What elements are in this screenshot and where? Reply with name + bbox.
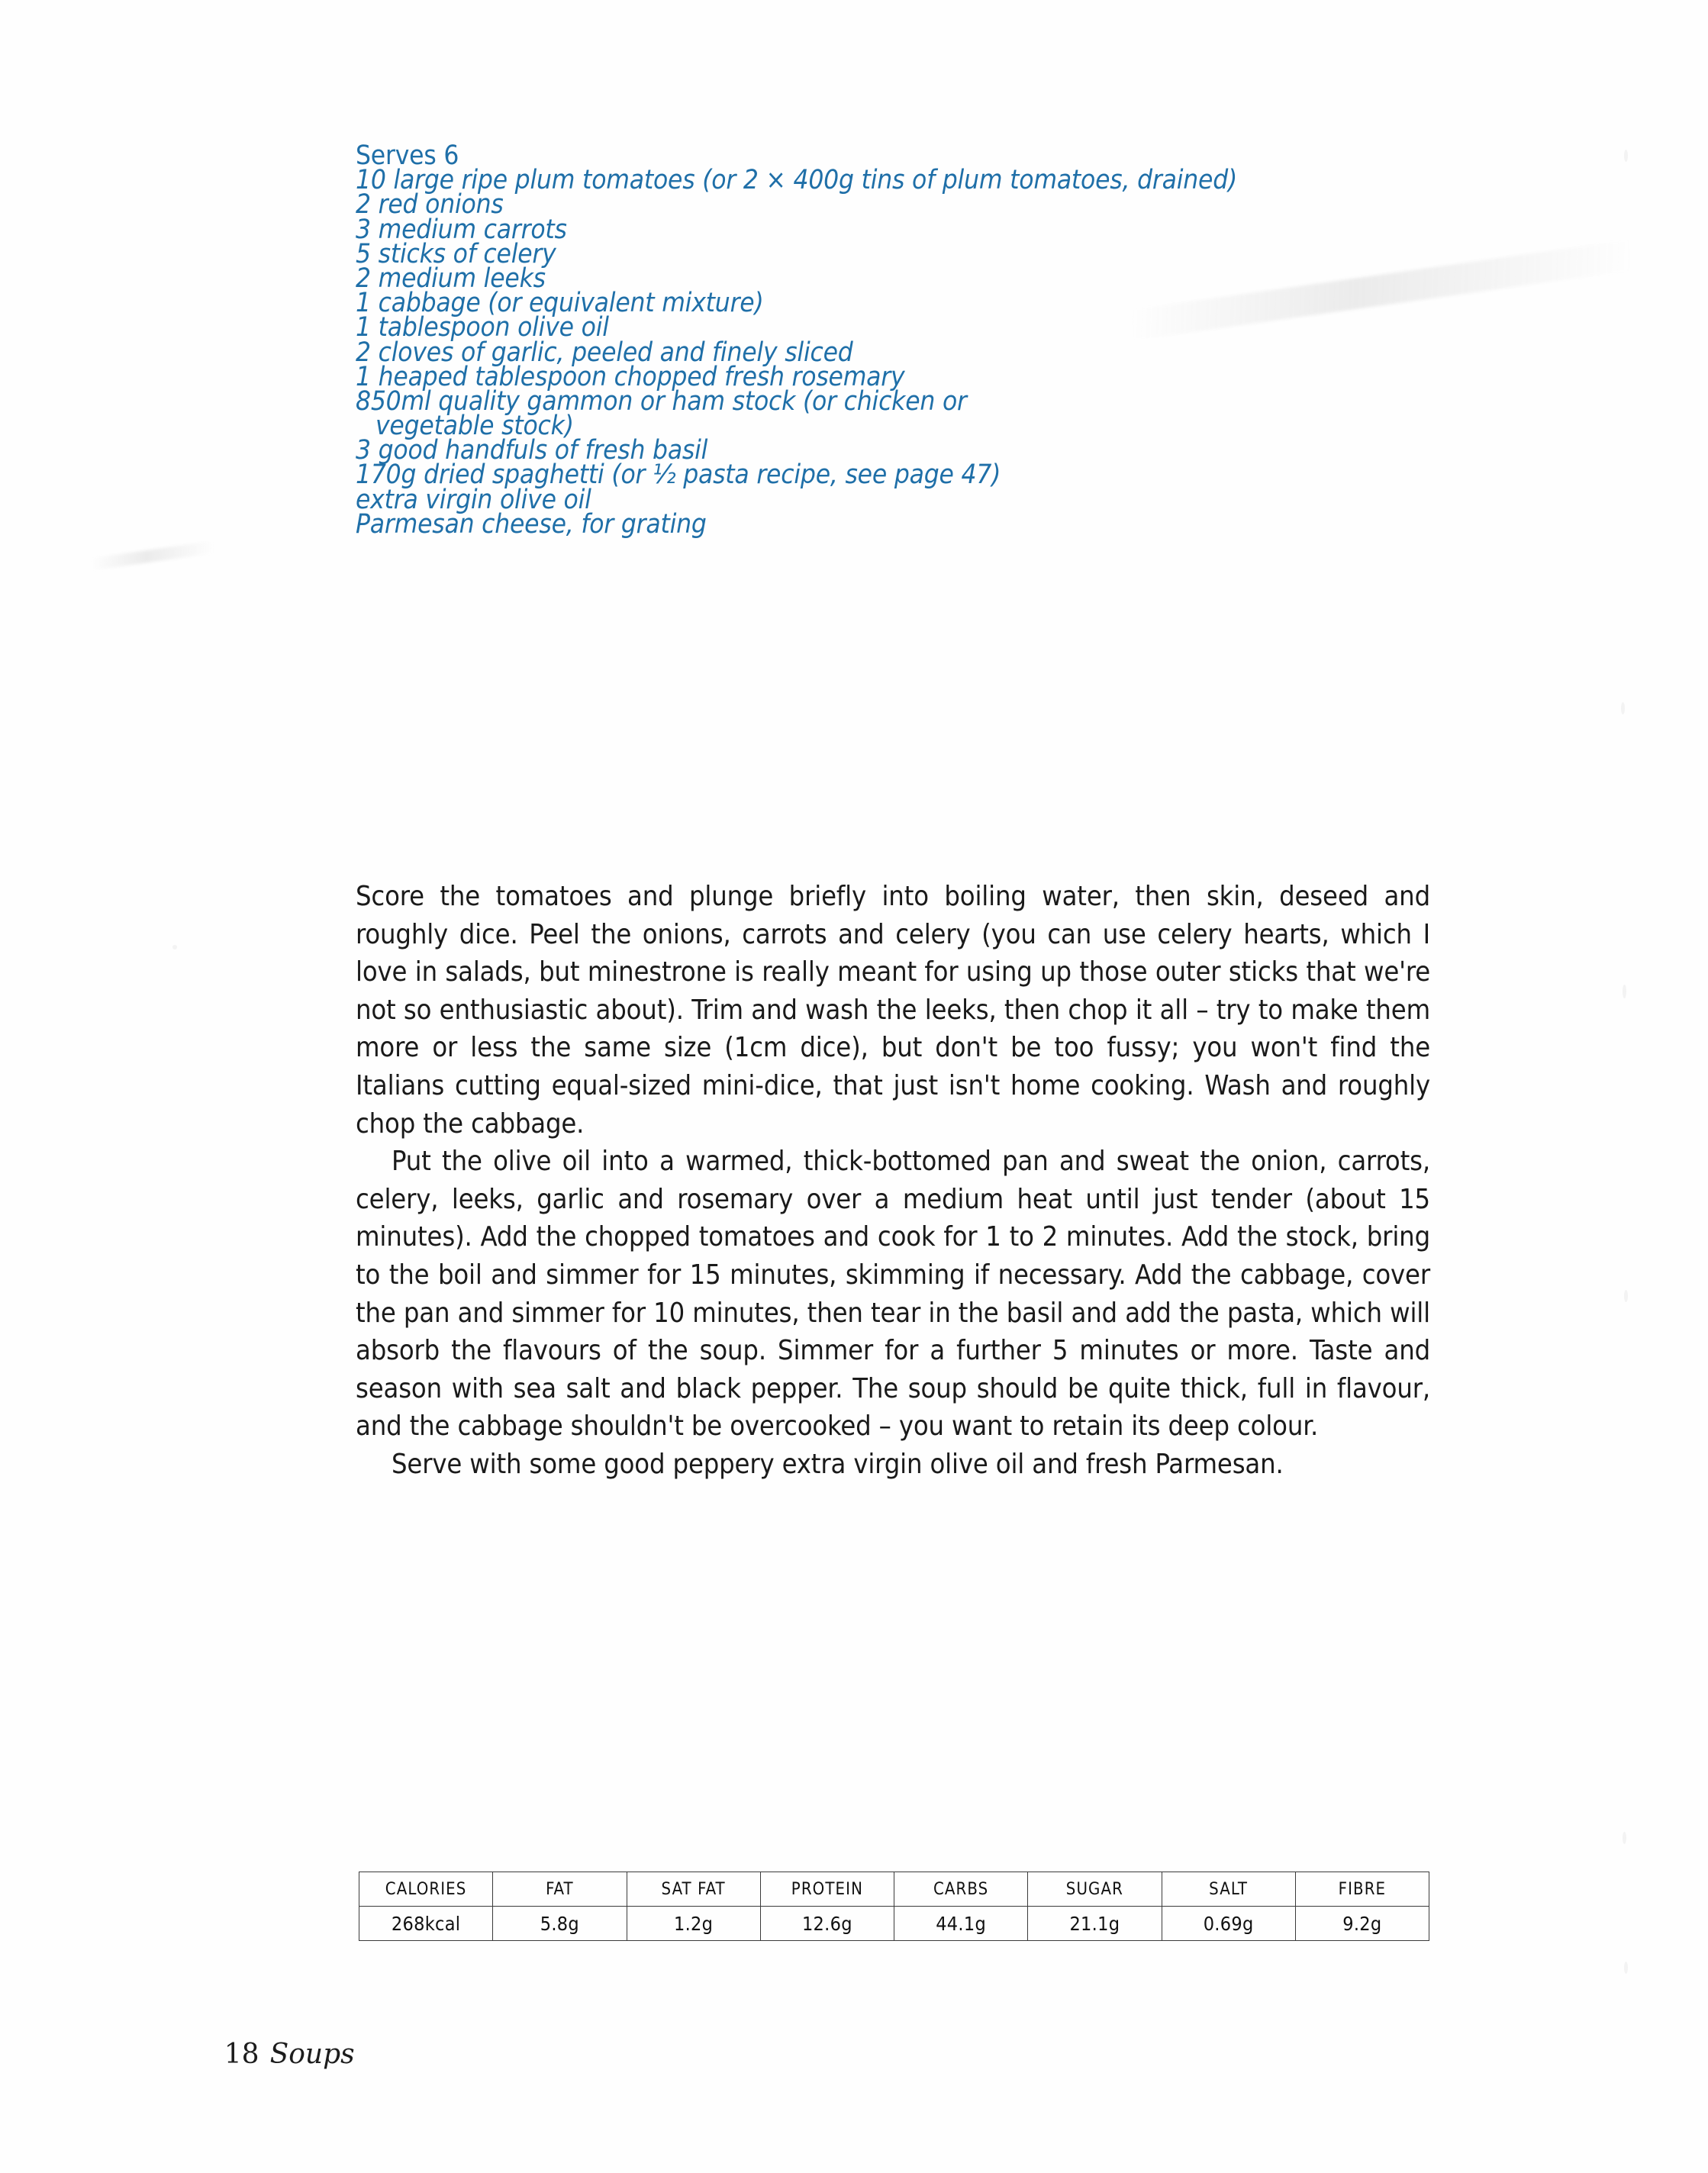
table-cell: 9.2g xyxy=(1295,1907,1429,1941)
ingredient-item: 3 good handfuls of fresh basil xyxy=(356,435,708,466)
ingredient-item: extra virgin olive oil xyxy=(356,484,591,515)
ingredient-item: 1 cabbage (or equivalent mixture) xyxy=(356,288,764,319)
nutrition-table xyxy=(359,1872,1429,1941)
scan-speck-artifact xyxy=(1623,1832,1626,1844)
ingredient-item: 2 cloves of garlic, peeled and finely sliced xyxy=(356,337,853,368)
page-number: 18 xyxy=(224,2039,259,2070)
table-header-cell: FAT xyxy=(493,1872,627,1907)
method-paragraph: Serve with some good peppery extra virgin olive oil and fresh Parmesan. xyxy=(392,1448,1284,1480)
serves-line: Serves 6 xyxy=(356,140,459,171)
method-paragraph: Score the tomatoes and plunge briefly into boiling water, then skin, deseed and roughly dice. Peel the onions, carrots and celery (you can use celery hearts, which I love in salads, but minestrone is really meant for using up those outer sticks that we're not so enthusiastic about). Trim and wash the leeks, then chop it all – try to make them more or less the same size (1cm dice), but don't be too fussy; you won't find the Italians cutting equal-sized mini-dice, that just isn't home cooking. Wash and roughly chop the cabbage. xyxy=(356,881,1430,1140)
table-row xyxy=(359,1907,1429,1941)
ingredient-item: 2 red onions xyxy=(356,189,504,221)
scan-smudge-artifact xyxy=(92,541,214,570)
table-cell: 44.1g xyxy=(894,1907,1028,1941)
scan-speck-artifact xyxy=(172,945,177,949)
ingredient-item: 850ml quality gammon or ham stock (or chicken or xyxy=(356,385,967,417)
ingredient-item: 1 heaped tablespoon chopped fresh rosemary xyxy=(356,361,905,392)
table-cell: 268kcal xyxy=(359,1907,493,1941)
scan-speck-artifact xyxy=(1623,985,1626,998)
ingredient-item: 2 medium leeks xyxy=(356,263,546,294)
table-header-cell: PROTEIN xyxy=(760,1872,894,1907)
table-cell: 21.1g xyxy=(1028,1907,1162,1941)
table-header-cell: CALORIES xyxy=(359,1872,493,1907)
table-cell: 12.6g xyxy=(760,1907,894,1941)
scan-speck-artifact xyxy=(1624,1962,1628,1974)
table-cell: 0.69g xyxy=(1162,1907,1295,1941)
ingredient-item: 3 medium carrots xyxy=(356,214,567,245)
table-cell: 1.2g xyxy=(627,1907,760,1941)
ingredient-item: 170g dried spaghetti (or ½ pasta recipe, see page 47) xyxy=(356,459,1001,491)
page-footer xyxy=(189,2007,355,2101)
scan-speck-artifact xyxy=(1621,702,1625,714)
ingredients-list xyxy=(356,140,1363,540)
method-paragraph: Put the olive oil into a warmed, thick-bottomed pan and sweat the onion, carrots, celery, leeks, garlic and rosemary over a medium heat until just tender (about 15 minutes). Add the chopped tomatoes and cook for 1 to 2 minutes. Add the stock, bring to the boil and simmer for 15 minutes, skimming if necessary. Add the cabbage, cover the pan and simmer for 10 minutes, then tear in the basil and add the pasta, which will absorb the flavours of the soup. Simmer for a further 5 minutes or more. Taste and season with sea salt and black pepper. The soup should be quite thick, full in flavour, and the cabbage shouldn't be overcooked – you want to retain its deep colour. xyxy=(356,1146,1430,1443)
table-header-cell: CARBS xyxy=(894,1872,1028,1907)
ingredient-item: 1 tablespoon olive oil xyxy=(356,312,609,343)
table-header-cell: SAT FAT xyxy=(627,1872,760,1907)
table-header-cell: FIBRE xyxy=(1295,1872,1429,1907)
table-cell: 5.8g xyxy=(493,1907,627,1941)
ingredient-item-continuation: vegetable stock) xyxy=(375,411,574,442)
section-name: Soups xyxy=(269,2039,355,2070)
scan-speck-artifact xyxy=(1624,150,1628,162)
method-text xyxy=(356,878,1430,1484)
ingredient-item: 5 sticks of celery xyxy=(356,238,556,269)
scan-speck-artifact xyxy=(1624,1290,1628,1302)
ingredient-item: 10 large ripe plum tomatoes (or 2 × 400g tins of plum tomatoes, drained) xyxy=(356,165,1238,196)
table-header-cell: SALT xyxy=(1162,1872,1295,1907)
table-header-row xyxy=(359,1872,1429,1907)
table-header-cell: SUGAR xyxy=(1028,1872,1162,1907)
ingredient-item: Parmesan cheese, for grating xyxy=(356,508,707,540)
